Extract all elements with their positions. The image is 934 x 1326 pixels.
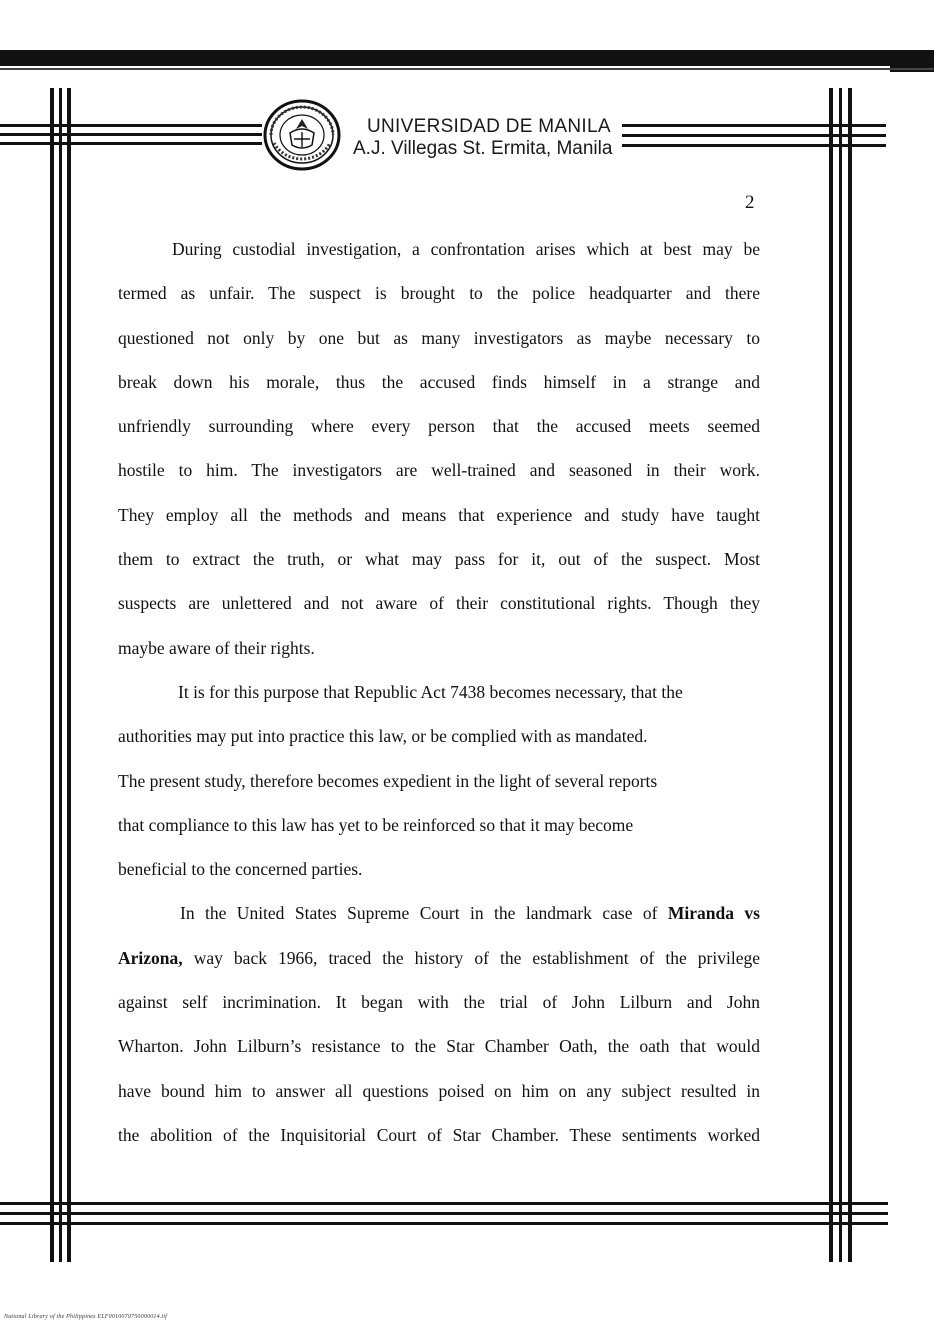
text-line: The present study, therefore becomes expedient in the light of several reports bbox=[118, 770, 658, 791]
text-line: authorities may put into practice this law, or be complied with as mandated. bbox=[118, 726, 648, 747]
text-line: suspects are unlettered and not aware of their constitutional rights. Though they bbox=[118, 593, 760, 614]
left-border-line bbox=[67, 88, 71, 1262]
right-border-line bbox=[839, 88, 842, 1262]
top-border-bar bbox=[0, 50, 934, 66]
left-border-line bbox=[50, 88, 54, 1262]
page-number: 2 bbox=[745, 192, 755, 213]
text-span: In the United States Supreme Court in the landmark case of bbox=[180, 903, 668, 924]
text-line: questioned not only by one but as many investigators as maybe necessary to bbox=[118, 327, 760, 348]
text-line: During custodial investigation, a confrontation arises which at best may be bbox=[172, 239, 760, 259]
text-line: against self incrimination. It began with the trial of John Lilburn and John bbox=[118, 992, 760, 1013]
text-line: beneficial to the concerned parties. bbox=[118, 859, 363, 880]
top-border-tail bbox=[890, 62, 934, 72]
text-line: that compliance to this law has yet to be reinforced so that it may become bbox=[118, 814, 634, 835]
institution-name: UNIVERSIDAD DE MANILA bbox=[367, 116, 611, 137]
left-border-line bbox=[59, 88, 62, 1262]
text-line: termed as unfair. The suspect is brought to the police headquarter and there bbox=[118, 283, 760, 304]
text-line: break down his morale, thus the accused finds himself in a strange and bbox=[118, 371, 760, 392]
header-rule-left bbox=[0, 142, 262, 145]
text-line: have bound him to answer all questions poised on him on any subject resulted in bbox=[118, 1080, 760, 1101]
top-border-line bbox=[0, 68, 934, 70]
footer-rule bbox=[0, 1212, 888, 1215]
text-line: Wharton. John Lilburn’s resistance to the Star Chamber Oath, the oath that would bbox=[118, 1036, 760, 1057]
header-rule-left bbox=[0, 133, 262, 136]
right-border-line bbox=[829, 88, 833, 1262]
institution-header bbox=[345, 116, 612, 160]
university-seal-icon bbox=[262, 99, 342, 171]
text-span: way back 1966, traced the history of the establishment of the privilege bbox=[182, 947, 760, 968]
document-body bbox=[118, 235, 760, 1165]
right-border-line bbox=[848, 88, 852, 1262]
text-line bbox=[118, 944, 760, 988]
text-line: the abolition of the Inquisitorial Court of Star Chamber. These sentiments worked bbox=[118, 1124, 760, 1145]
footer-rule bbox=[0, 1202, 888, 1205]
text-line: hostile to him. The investigators are well-trained and seasoned in their work. bbox=[118, 460, 760, 481]
text-line: They employ all the methods and means that experience and study have taught bbox=[118, 504, 760, 525]
institution-address: A.J. Villegas St. Ermita, Manila bbox=[353, 138, 613, 159]
scan-footer-note: National Library of the Philippines ELF0010070750000014.tif bbox=[4, 1314, 168, 1320]
header-rule-left bbox=[0, 124, 262, 127]
text-line: It is for this purpose that Republic Act 7438 becomes necessary, that the bbox=[178, 681, 683, 702]
header-rule-right bbox=[622, 134, 886, 137]
case-name: Arizona, bbox=[118, 947, 183, 968]
text-line: unfriendly surrounding where every person that the accused meets seemed bbox=[118, 416, 760, 437]
header-rule-right bbox=[622, 144, 886, 147]
text-line: maybe aware of their rights. bbox=[118, 637, 315, 658]
footer-rule bbox=[0, 1222, 888, 1225]
text-line bbox=[118, 899, 760, 943]
text-line: them to extract the truth, or what may pass for it, out of the suspect. Most bbox=[118, 549, 760, 570]
case-name: Miranda vs bbox=[667, 903, 760, 924]
header-rule-right bbox=[622, 124, 886, 127]
